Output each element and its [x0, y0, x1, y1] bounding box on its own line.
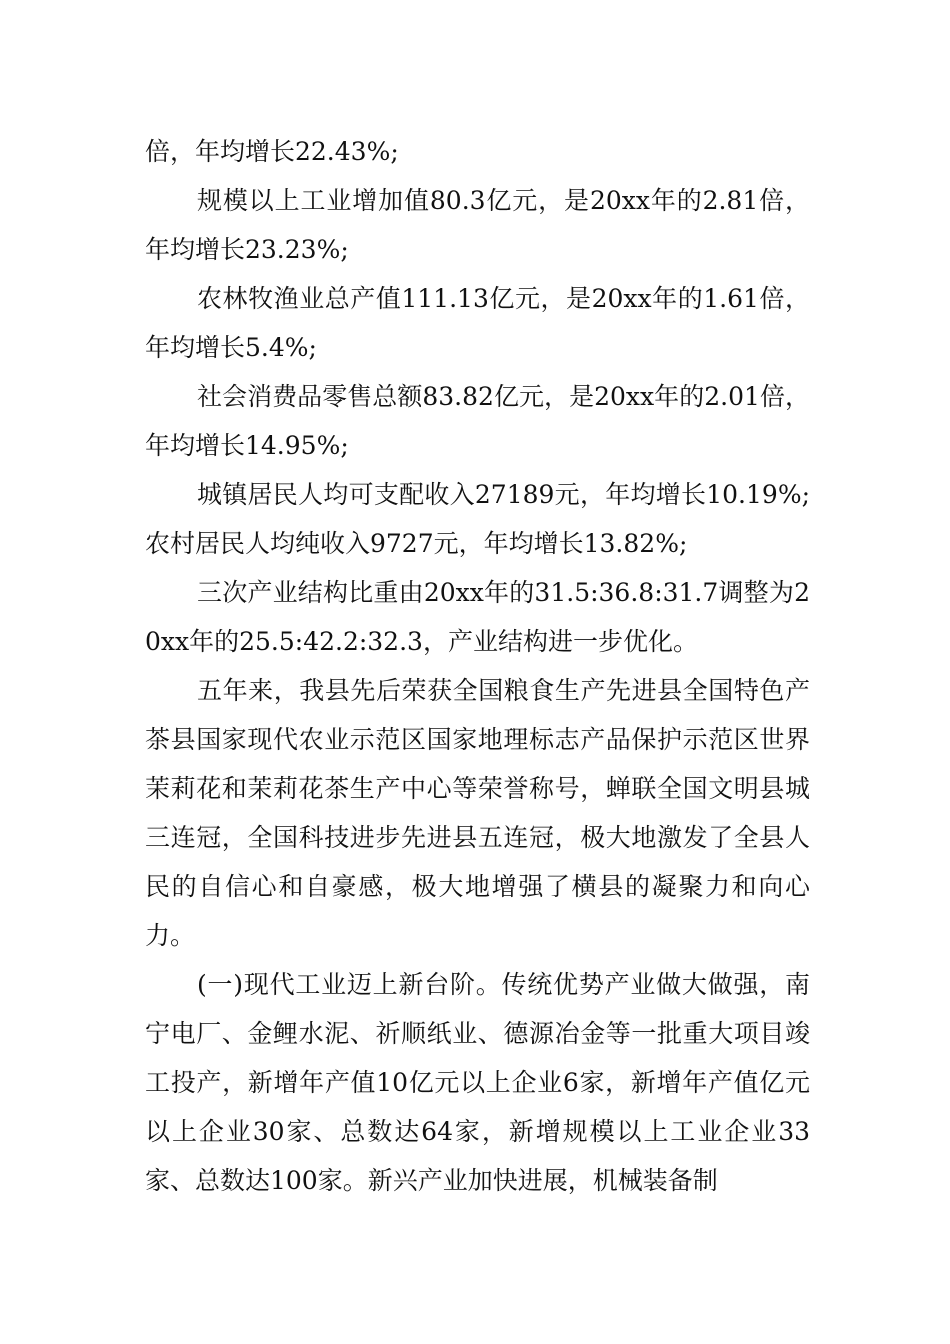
document-body: [145, 127, 810, 1205]
paragraph-7: 五年来，我县先后荣获全国粮食生产先进县全国特色产茶县国家现代农业示范区国家地理标志产品保护示范区世界茉莉花和茉莉花茶生产中心等荣誉称号，蝉联全国文明县城三连冠，全国科技进步先进县五连冠，极大地激发了全县人民的自信心和自豪感，极大地增强了横县的凝聚力和向心力。: [145, 676, 810, 950]
paragraph-5: 城镇居民人均可支配收入27189元，年均增长10.19%;农村居民人均纯收入9727元，年均增长13.82%;: [145, 480, 810, 558]
paragraph-2: 规模以上工业增加值80.3亿元，是20xx年的2.81倍，年均增长23.23%;: [145, 186, 810, 264]
paragraph-3: 农林牧渔业总产值111.13亿元，是20xx年的1.61倍，年均增长5.4%;: [145, 284, 810, 362]
paragraph-4: 社会消费品零售总额83.82亿元，是20xx年的2.01倍，年均增长14.95%;: [145, 382, 810, 460]
paragraph-6: 三次产业结构比重由20xx年的31.5:36.8:31.7调整为20xx年的25.5:42.2:32.3，产业结构进一步优化。: [145, 578, 810, 656]
paragraph-1: 倍，年均增长22.43%;: [145, 137, 399, 166]
paragraph-8: (一)现代工业迈上新台阶。传统优势产业做大做强，南宁电厂、金鲤水泥、祈顺纸业、德源冶金等一批重大项目竣工投产，新增年产值10亿元以上企业6家，新增年产值亿元以上企业30家、总数达64家，新增规模以上工业企业33家、总数达100家。新兴产业加快进展，机械装备制: [145, 970, 810, 1195]
